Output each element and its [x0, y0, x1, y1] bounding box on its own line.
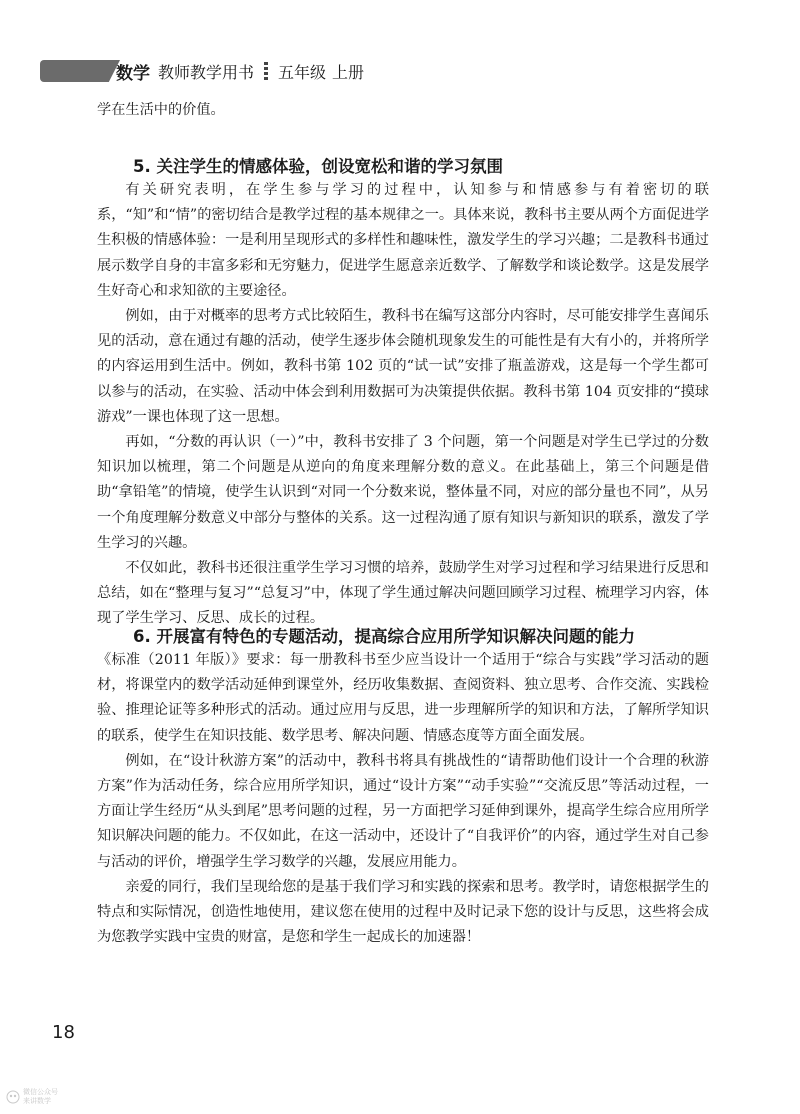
section-6-body	[97, 648, 709, 950]
paragraph: 不仅如此，教科书还很注重学生学习习惯的培养，鼓励学生对学习过程和学习结果进行反思和总结，如在“整理与复习”“总复习”中，体现了学生通过解决问题回顾学习过程、梳理学习内容，体现了学生学习、反思、成长的过程。	[97, 560, 709, 627]
section-5-body	[97, 178, 709, 632]
paragraph: 《标准（2011 年版）》要求：每一册教科书至少应当设计一个适用于“综合与实践”学习活动的题材，将课堂内的数学活动延伸到课堂外，经历收集数据、查阅资料、独立思考、合作交流、实践检验、推理论证等多种形式的活动。通过应用与反思，进一步理解所学的知识和方法，了解所学知识的联系，使学生在知识技能、数学思考、解决问题、情感态度等方面全面发展。	[97, 652, 709, 744]
running-header	[116, 56, 364, 86]
intro-line: 学在生活中的价值。	[97, 102, 225, 118]
watermark-line-2: 来讲数学	[23, 1097, 51, 1105]
header-subject: 数学	[116, 63, 150, 84]
paragraph: 例如，在“设计秋游方案”的活动中，教科书将具有挑战性的“请帮助他们设计一个合理的秋游方案”作为活动任务，综合应用所学知识，通过“设计方案”“动手实验”“交流反思”等活动过程，一方面让学生经历“从头到尾”思考问题的过程，另一方面把学习延伸到课外，提高学生综合应用所学知识解决问题的能力。不仅如此，在这一活动中，还设计了“自我评价”的内容，通过学生对自己参与活动的评价，增强学生学习数学的兴趣，发展应用能力。	[97, 752, 709, 870]
watermark-logo-icon	[6, 1090, 20, 1104]
paragraph: 有关研究表明，在学生参与学习的过程中，认知参与和情感参与有着密切的联系，“知”和“情”的密切结合是教学过程的基本规律之一。具体来说，教科书主要从两个方面促进学生积极的情感体验：一是利用呈现形式的多样性和趣味性，激发学生的学习兴趣；二是教科书通过展示数学自身的丰富多彩和无穷魅力，促进学生愿意亲近数学、了解数学和谈论数学。这是发展学生好奇心和求知欲的主要途径。	[97, 182, 709, 299]
section-6-heading: 6. 开展富有特色的专题活动，提高综合应用所学知识解决问题的能力	[133, 627, 635, 646]
header-grade: 五年级	[278, 62, 327, 82]
header-separator	[264, 62, 268, 80]
watermark-line-1: 微信公众号	[23, 1088, 58, 1096]
paragraph: 再如，“分数的再认识（一）”中，教科书安排了 3 个问题，第一个问题是对学生已学过的分数知识加以梳理，第二个问题是从逆向的角度来理解分数的意义。在此基础上，第三个问题是借助“拿铅笔”的情境，使学生认识到“对同一个分数来说，整体量不同，对应的部分量也不同”，从另一个角度理解分数意义中部分与整体的关系。这一过程沟通了原有知识与新知识的联系，激发了学生学习的兴趣。	[97, 434, 709, 551]
watermark	[6, 1088, 58, 1106]
header-volume: 上册	[332, 62, 365, 82]
section-5-heading: 5. 关注学生的情感体验，创设宽松和谐的学习氛围	[133, 157, 503, 176]
page-number: 18	[52, 1022, 75, 1043]
intro-text	[97, 98, 709, 123]
header-book-title: 教师教学用书	[158, 62, 255, 82]
paragraph: 亲爱的同行，我们呈现给您的是基于我们学习和实践的探索和思考。教学时，请您根据学生的特点和实际情况，创造性地使用，建议您在使用的过程中及时记录下您的设计与反思，这些将会成为您教学实践中宝贵的财富，是您和学生一起成长的加速器！	[97, 878, 709, 946]
paragraph: 例如，由于对概率的思考方式比较陌生，教科书在编写这部分内容时，尽可能安排学生喜闻乐见的活动，意在通过有趣的活动，使学生逐步体会随机现象发生的可能性是有大有小的，并将所学的内容运用到生活中。例如，教科书第 102 页的“试一试”安排了瓶盖游戏，这是每一个学生都可以参与的活动，在实验、活动中体会到利用数据可为决策提供依据。教科书第 104 页安排的“摸球游戏”一课也体现了这一思想。	[97, 308, 709, 425]
header-decoration-bar	[40, 60, 120, 82]
